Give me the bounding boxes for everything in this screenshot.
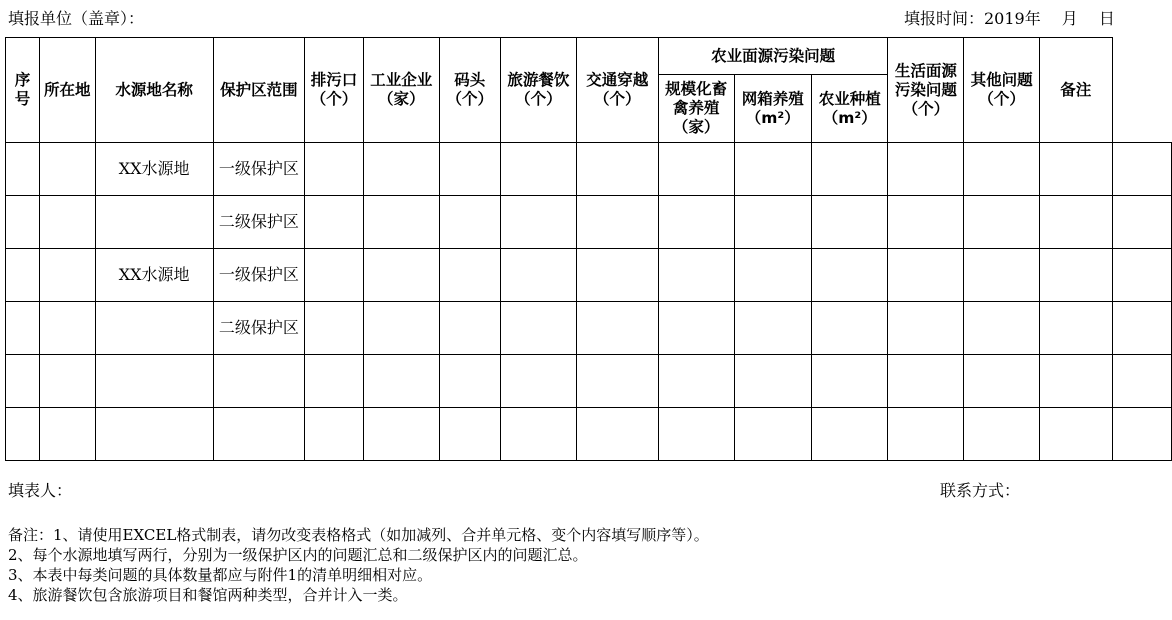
cell-zone[interactable]: 一级保护区 bbox=[213, 143, 304, 196]
table-cell[interactable] bbox=[1112, 143, 1171, 196]
table-cell[interactable] bbox=[888, 196, 964, 249]
table-cell[interactable] bbox=[439, 302, 500, 355]
table-cell[interactable] bbox=[734, 408, 811, 461]
col-header-domestic: 生活面源 污染问题 （个） bbox=[888, 38, 964, 143]
table-cell[interactable] bbox=[1039, 355, 1112, 408]
cell-zone[interactable]: 二级保护区 bbox=[213, 196, 304, 249]
table-cell[interactable] bbox=[964, 302, 1040, 355]
table-cell[interactable] bbox=[39, 196, 95, 249]
table-cell[interactable] bbox=[500, 143, 576, 196]
cell-source-name[interactable]: XX水源地 bbox=[95, 143, 213, 196]
col-header-seq: 序 号 bbox=[6, 38, 40, 143]
cell-zone[interactable] bbox=[213, 408, 304, 461]
filler-label: 填表人： bbox=[8, 481, 73, 500]
cell-zone[interactable]: 二级保护区 bbox=[213, 302, 304, 355]
col-header-source-name: 水源地名称 bbox=[95, 38, 213, 143]
col-header-industry: 工业企业 （家） bbox=[363, 38, 439, 143]
cell-zone[interactable] bbox=[213, 355, 304, 408]
table-cell[interactable] bbox=[305, 196, 364, 249]
table-cell[interactable] bbox=[576, 249, 658, 302]
table-cell[interactable] bbox=[439, 143, 500, 196]
col-header-remark: 备注 bbox=[1039, 38, 1112, 143]
table-cell[interactable] bbox=[888, 249, 964, 302]
table-cell[interactable] bbox=[500, 408, 576, 461]
cell-source-name[interactable]: XX水源地 bbox=[95, 249, 213, 302]
table-cell[interactable] bbox=[500, 355, 576, 408]
table-cell[interactable] bbox=[305, 302, 364, 355]
table-cell[interactable] bbox=[734, 302, 811, 355]
table-cell[interactable] bbox=[439, 196, 500, 249]
table-cell[interactable] bbox=[1039, 196, 1112, 249]
table-cell[interactable] bbox=[439, 249, 500, 302]
table-cell[interactable] bbox=[658, 143, 734, 196]
table-row bbox=[6, 143, 1172, 196]
table-cell[interactable] bbox=[811, 196, 888, 249]
col-header-zone: 保护区范围 bbox=[213, 38, 304, 143]
table-row bbox=[6, 408, 1172, 461]
cell-source-name[interactable] bbox=[95, 355, 213, 408]
table-cell[interactable] bbox=[500, 302, 576, 355]
table-cell[interactable] bbox=[363, 302, 439, 355]
table-cell[interactable] bbox=[576, 355, 658, 408]
col-header-livestock: 规模化畜 禽养殖 （家） bbox=[658, 75, 734, 143]
table-cell[interactable] bbox=[888, 355, 964, 408]
table-cell[interactable] bbox=[658, 249, 734, 302]
table-cell[interactable] bbox=[363, 355, 439, 408]
cell-source-name[interactable] bbox=[95, 196, 213, 249]
table-cell[interactable] bbox=[1039, 302, 1112, 355]
table-cell[interactable] bbox=[964, 143, 1040, 196]
table-cell[interactable] bbox=[1039, 249, 1112, 302]
header-row-1 bbox=[6, 38, 1172, 75]
table-cell[interactable] bbox=[734, 196, 811, 249]
table-cell[interactable] bbox=[734, 249, 811, 302]
table-cell[interactable] bbox=[658, 408, 734, 461]
table-cell[interactable] bbox=[811, 302, 888, 355]
col-group-agri-pollution: 农业面源污染问题 bbox=[658, 38, 888, 75]
table-cell[interactable] bbox=[305, 355, 364, 408]
table-cell[interactable] bbox=[363, 196, 439, 249]
note-line: 4、旅游餐饮包含旅游项目和餐馆两种类型，合并计入一类。 bbox=[8, 586, 408, 604]
note-line: 备注：1、请使用EXCEL格式制表，请勿改变表格格式（如加减列、合并单元格、变个内容填写顺序等）。 bbox=[8, 526, 709, 544]
table-cell[interactable] bbox=[658, 355, 734, 408]
unit-label: 填报单位（盖章）： bbox=[8, 9, 145, 28]
table-cell[interactable] bbox=[39, 355, 95, 408]
table-cell[interactable] bbox=[6, 143, 40, 196]
table-cell[interactable] bbox=[439, 355, 500, 408]
table-cell[interactable] bbox=[305, 408, 364, 461]
notes-block bbox=[8, 525, 709, 605]
note-line: 3、本表中每类问题的具体数量都应与附件1的清单明细相对应。 bbox=[8, 566, 433, 584]
table-cell[interactable] bbox=[888, 408, 964, 461]
table-cell[interactable] bbox=[888, 143, 964, 196]
table-cell[interactable] bbox=[658, 302, 734, 355]
col-header-other: 其他问题 （个） bbox=[964, 38, 1040, 143]
table-cell[interactable] bbox=[39, 408, 95, 461]
table-cell[interactable] bbox=[6, 196, 40, 249]
table-cell[interactable] bbox=[305, 249, 364, 302]
table-cell[interactable] bbox=[811, 355, 888, 408]
table-cell[interactable] bbox=[658, 196, 734, 249]
col-header-dock: 码头 （个） bbox=[439, 38, 500, 143]
table-cell[interactable] bbox=[734, 355, 811, 408]
table-cell[interactable] bbox=[964, 408, 1040, 461]
table-cell[interactable] bbox=[6, 408, 40, 461]
table-cell[interactable] bbox=[1112, 196, 1171, 249]
table-cell[interactable] bbox=[500, 196, 576, 249]
note-line: 2、每个水源地填写两行，分别为一级保护区内的问题汇总和二级保护区内的问题汇总。 bbox=[8, 546, 588, 564]
table-cell[interactable] bbox=[363, 408, 439, 461]
table-cell[interactable] bbox=[39, 302, 95, 355]
contact-label: 联系方式： bbox=[940, 481, 1021, 500]
table-cell[interactable] bbox=[1039, 143, 1112, 196]
col-header-location: 所在地 bbox=[39, 38, 95, 143]
table-cell[interactable] bbox=[576, 408, 658, 461]
table-cell[interactable] bbox=[39, 143, 95, 196]
cell-source-name[interactable] bbox=[95, 408, 213, 461]
table-cell[interactable] bbox=[500, 249, 576, 302]
table-row bbox=[6, 355, 1172, 408]
table-cell[interactable] bbox=[964, 355, 1040, 408]
table-cell[interactable] bbox=[363, 143, 439, 196]
table-row bbox=[6, 249, 1172, 302]
table-cell[interactable] bbox=[811, 249, 888, 302]
table-cell[interactable] bbox=[576, 143, 658, 196]
table-cell[interactable] bbox=[1039, 408, 1112, 461]
table-row bbox=[6, 196, 1172, 249]
col-header-traffic: 交通穿越 （个） bbox=[576, 38, 658, 143]
table-cell[interactable] bbox=[734, 143, 811, 196]
table-cell[interactable] bbox=[964, 196, 1040, 249]
table-cell[interactable] bbox=[1112, 355, 1171, 408]
col-header-planting: 农业种植 （m²） bbox=[811, 75, 888, 143]
table-cell[interactable] bbox=[6, 249, 40, 302]
table-cell[interactable] bbox=[1112, 302, 1171, 355]
table-cell[interactable] bbox=[363, 249, 439, 302]
table-cell[interactable] bbox=[6, 302, 40, 355]
col-header-outfall: 排污口 （个） bbox=[305, 38, 364, 143]
col-header-tourism: 旅游餐饮 （个） bbox=[500, 38, 576, 143]
table-cell[interactable] bbox=[888, 302, 964, 355]
survey-table bbox=[5, 37, 1172, 461]
table-cell[interactable] bbox=[811, 143, 888, 196]
table-cell[interactable] bbox=[576, 196, 658, 249]
table-cell[interactable] bbox=[811, 408, 888, 461]
table-cell[interactable] bbox=[1112, 408, 1171, 461]
table-row bbox=[6, 302, 1172, 355]
table-cell[interactable] bbox=[439, 408, 500, 461]
col-header-cage: 网箱养殖 （m²） bbox=[734, 75, 811, 143]
table-cell[interactable] bbox=[1112, 249, 1171, 302]
cell-source-name[interactable] bbox=[95, 302, 213, 355]
table-cell[interactable] bbox=[576, 302, 658, 355]
table-cell[interactable] bbox=[39, 249, 95, 302]
fill-time-label: 填报时间：2019年 月 日 bbox=[904, 9, 1115, 28]
table-cell[interactable] bbox=[305, 143, 364, 196]
table-cell[interactable] bbox=[6, 355, 40, 408]
table-cell[interactable] bbox=[964, 249, 1040, 302]
cell-zone[interactable]: 一级保护区 bbox=[213, 249, 304, 302]
